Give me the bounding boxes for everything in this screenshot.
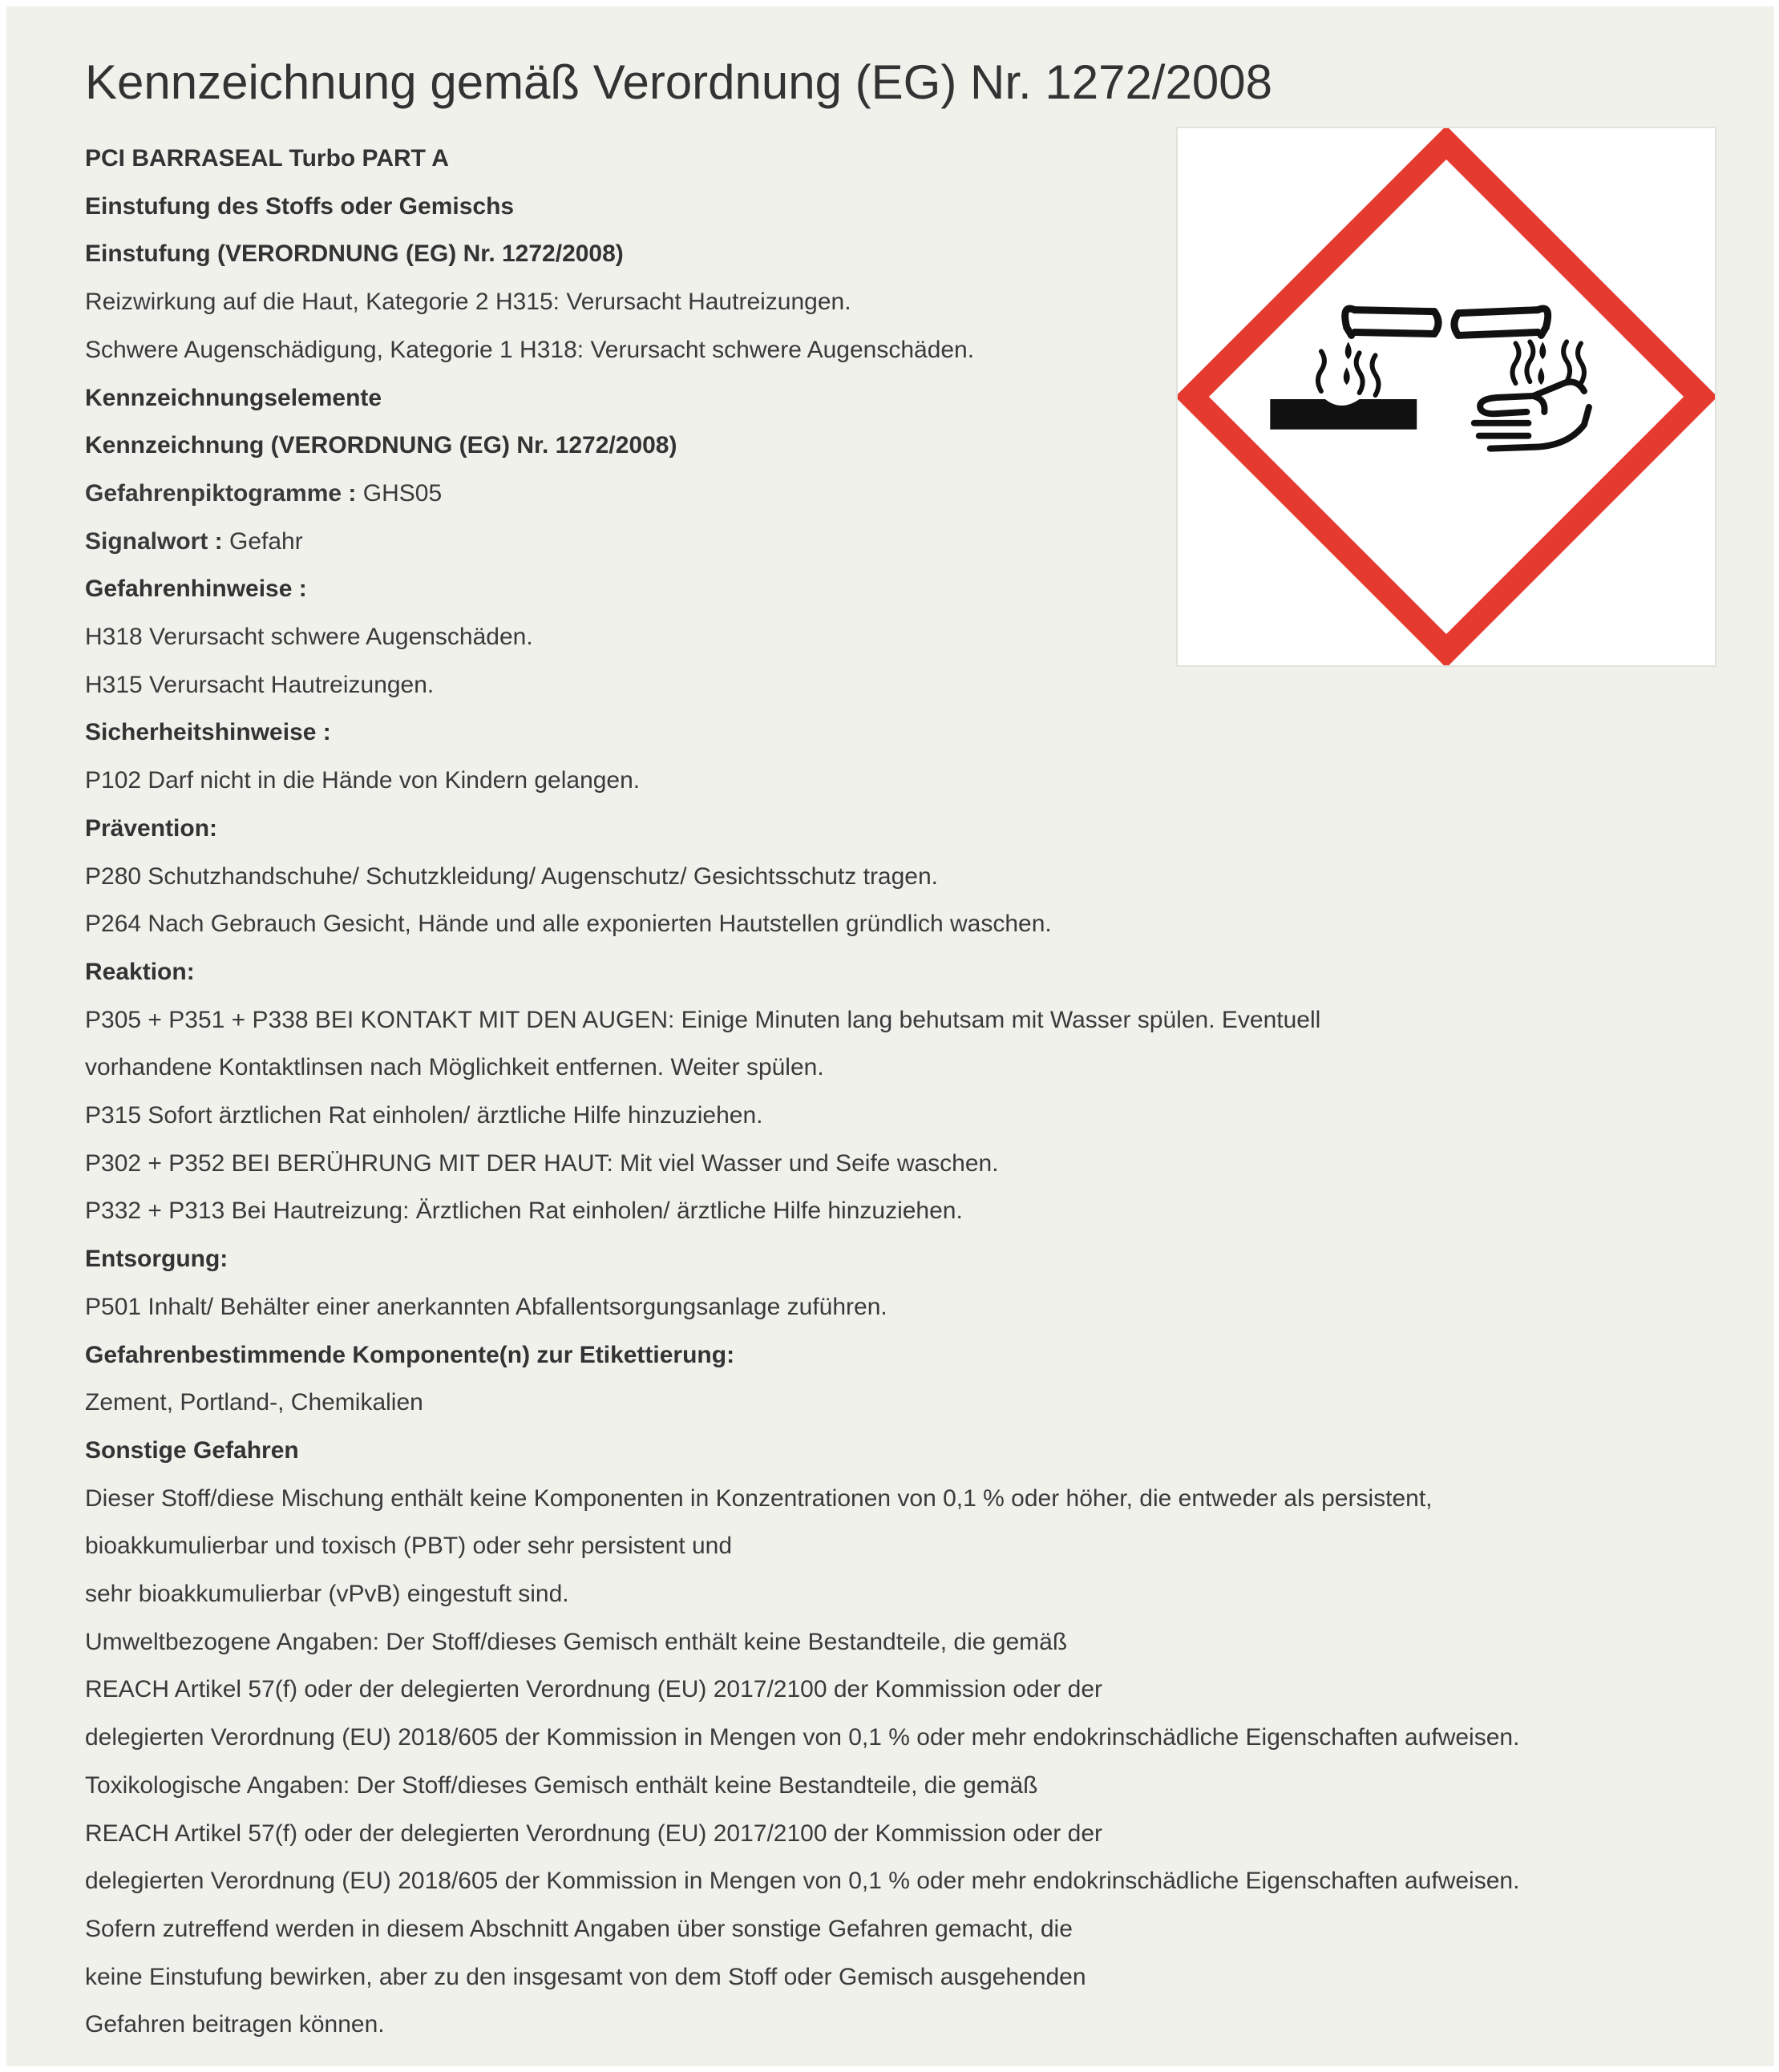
- line-label: Reaktion:: [85, 959, 195, 985]
- document-line: [85, 2010, 385, 2039]
- document-line: [85, 623, 533, 652]
- document-line: [85, 1915, 1073, 1944]
- document-line: [85, 1149, 999, 1178]
- line-text: GHS05: [362, 480, 443, 507]
- document-line: [85, 1197, 963, 1226]
- document-line: [85, 671, 434, 700]
- line-text: Zement, Portland-, Chemikalien: [85, 1389, 423, 1416]
- document-line: [85, 575, 307, 604]
- line-text: P264 Nach Gebrauch Gesicht, Hände und alle exponierten Hautstellen gründlich waschen.: [85, 911, 1052, 937]
- page-title: Kennzeichnung gemäß Verordnung (EG) Nr. 1272/2008: [85, 55, 1272, 109]
- line-label: Sonstige Gefahren: [85, 1437, 299, 1464]
- line-text: sehr bioakkumulierbar (vPvB) eingestuft sind.: [85, 1581, 569, 1607]
- document-line: [85, 1675, 1102, 1704]
- line-text: Schwere Augenschädigung, Kategorie 1 H318: Verursacht schwere Augenschäden.: [85, 337, 975, 363]
- document-line: [85, 1532, 732, 1561]
- document-line: [85, 910, 1052, 939]
- document-line: [85, 1053, 824, 1082]
- document-line: [85, 1101, 762, 1130]
- document-line: [85, 862, 938, 891]
- line-label: Kennzeichnungselemente: [85, 385, 382, 411]
- line-text: P315 Sofort ärztlichen Rat einholen/ ärztliche Hilfe hinzuziehen.: [85, 1102, 763, 1129]
- document-line: [85, 1245, 228, 1274]
- line-label: PCI BARRASEAL Turbo PART A: [85, 145, 449, 172]
- document-line: [85, 1771, 1037, 1800]
- document-line: [85, 1820, 1102, 1848]
- document-line: [85, 766, 640, 795]
- document-line: [85, 336, 974, 365]
- document-line: [85, 1580, 569, 1609]
- line-text: H318 Verursacht schwere Augenschäden.: [85, 624, 533, 650]
- line-text: Dieser Stoff/diese Mischung enthält keine Komponenten in Konzentrationen von 0,1 % oder höher, die entweder als persistent,: [85, 1485, 1433, 1512]
- document-line: [85, 1723, 1519, 1752]
- line-text: keine Einstufung bewirken, aber zu den insgesamt von dem Stoff oder Gemisch ausgehenden: [85, 1964, 1086, 1990]
- document-line: [85, 384, 382, 413]
- document-line: [85, 814, 217, 843]
- ghs05-corrosive-icon: [1178, 128, 1715, 665]
- document-line: [85, 1436, 299, 1465]
- line-text: bioakkumulierbar und toxisch (PBT) oder sehr persistent und: [85, 1533, 733, 1559]
- line-text: REACH Artikel 57(f) oder der delegierten Verordnung (EU) 2017/2100 der Kommission oder der: [85, 1676, 1102, 1702]
- document-line: [85, 1628, 1067, 1657]
- document-line: [85, 1484, 1433, 1513]
- document-line: [85, 1006, 1320, 1035]
- document-line: [85, 240, 624, 269]
- line-label: Gefahrenbestimmende Komponente(n) zur Etikettierung:: [85, 1342, 735, 1368]
- document-line: [85, 1388, 423, 1417]
- line-label: Signalwort :: [85, 528, 229, 555]
- line-label: Gefahrenhinweise :: [85, 576, 307, 602]
- line-text: delegierten Verordnung (EU) 2018/605 der Kommission in Mengen von 0,1 % oder mehr endokrinschädliche Eigenschaften aufweisen.: [85, 1724, 1520, 1751]
- line-label: Einstufung des Stoffs oder Gemischs: [85, 193, 515, 220]
- document-line: [85, 1963, 1086, 1992]
- line-text: P501 Inhalt/ Behälter einer anerkannten Abfallentsorgungsanlage zuführen.: [85, 1294, 887, 1320]
- document-line: [85, 192, 514, 221]
- document-line: [85, 288, 851, 317]
- line-label: Kennzeichnung (VERORDNUNG (EG) Nr. 1272/2008): [85, 432, 677, 458]
- line-text: P280 Schutzhandschuhe/ Schutzkleidung/ Augenschutz/ Gesichtsschutz tragen.: [85, 863, 939, 890]
- line-label: Sicherheitshinweise :: [85, 719, 331, 745]
- line-text: delegierten Verordnung (EU) 2018/605 der Kommission in Mengen von 0,1 % oder mehr endokrinschädliche Eigenschaften aufweisen.: [85, 1868, 1520, 1894]
- document-line: [85, 718, 331, 747]
- document-line: [85, 479, 442, 508]
- document-line: [85, 1293, 887, 1322]
- line-text: Toxikologische Angaben: Der Stoff/dieses Gemisch enthält keine Bestandteile, die gemäß: [85, 1772, 1038, 1799]
- document-line: [85, 527, 303, 556]
- document-line: [85, 144, 449, 173]
- line-label: Entsorgung:: [85, 1246, 228, 1272]
- document-line: [85, 1341, 734, 1370]
- line-label: Gefahrenpiktogramme :: [85, 480, 363, 507]
- line-text: Gefahren beitragen können.: [85, 2011, 385, 2038]
- document-line: [85, 958, 195, 987]
- diamond-border: [1192, 143, 1700, 651]
- document-line: [85, 431, 677, 460]
- document-line: [85, 1867, 1519, 1896]
- line-text: vorhandene Kontaktlinsen nach Möglichkeit entfernen. Weiter spülen.: [85, 1054, 824, 1080]
- line-text: Reizwirkung auf die Haut, Kategorie 2 H315: Verursacht Hautreizungen.: [85, 289, 851, 315]
- line-text: P332 + P313 Bei Hautreizung: Ärztlichen Rat einholen/ ärztliche Hilfe hinzuziehen.: [85, 1198, 963, 1224]
- line-text: H315 Verursacht Hautreizungen.: [85, 672, 435, 698]
- line-text: REACH Artikel 57(f) oder der delegierten Verordnung (EU) 2017/2100 der Kommission oder der: [85, 1820, 1102, 1847]
- line-text: P305 + P351 + P338 BEI KONTAKT MIT DEN AUGEN: Einige Minuten lang behutsam mit Wasser spülen. Eventuell: [85, 1007, 1321, 1033]
- line-text: Sofern zutreffend werden in diesem Abschnitt Angaben über sonstige Gefahren gemacht, die: [85, 1916, 1073, 1942]
- line-text: Umweltbezogene Angaben: Der Stoff/dieses Gemisch enthält keine Bestandteile, die gemäß: [85, 1629, 1068, 1655]
- line-text: Gefahr: [229, 528, 303, 555]
- line-label: Prävention:: [85, 815, 218, 842]
- line-text: P302 + P352 BEI BERÜHRUNG MIT DER HAUT: Mit viel Wasser und Seife waschen.: [85, 1150, 999, 1177]
- line-text: P102 Darf nicht in die Hände von Kindern gelangen.: [85, 767, 641, 794]
- hazard-pictogram: [1176, 127, 1716, 667]
- line-label: Einstufung (VERORDNUNG (EG) Nr. 1272/2008): [85, 240, 624, 267]
